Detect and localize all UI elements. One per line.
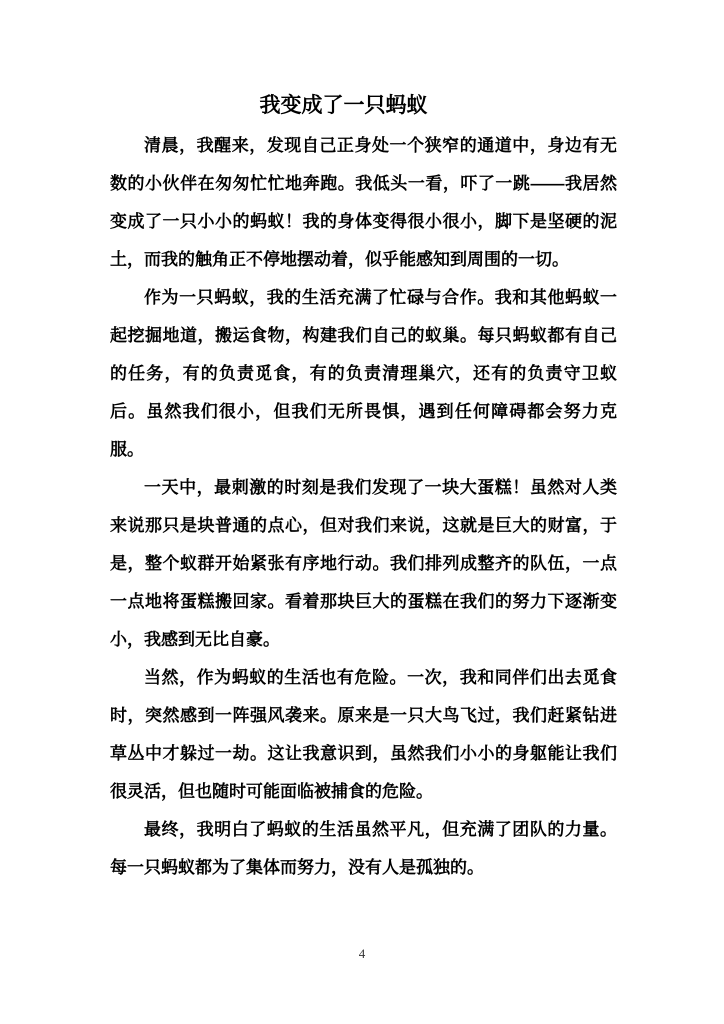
page-number-footer: 4 [358,946,366,961]
paragraph: 最终，我明白了蚂蚁的生活虽然平凡，但充满了团队的力量。每一只蚂蚁都为了集体而努力，没有人是孤独的。 [110,820,617,877]
document-content [110,91,617,887]
document-title: 我变成了一只蚂蚁 [259,94,428,117]
paragraph: 一天中，最刺激的时刻是我们发现了一块大蛋糕！虽然对人类来说那只是块普通的点心，但对我们来说，这就是巨大的财富，于是，整个蚁群开始紧张有序地行动。我们排列成整齐的队伍，一点一点地将蛋糕搬回家。看着那块巨大的蛋糕在我们的努力下逐渐变小，我感到无比自豪。 [110,478,617,649]
paragraph: 清晨，我醒来，发现自己正身处一个狭窄的通道中，身边有无数的小伙伴在匆匆忙忙地奔跑。我低头一看，吓了一跳——我居然变成了一只小小的蚂蚁！我的身体变得很小很小，脚下是坚硬的泥土，而我的触角正不停地摆动着，似乎能感知到周围的一切。 [110,136,617,269]
paragraph: 作为一只蚂蚁，我的生活充满了忙碌与合作。我和其他蚂蚁一起挖掘地道，搬运食物，构建我们自己的蚁巢。每只蚂蚁都有自己的任务，有的负责觅食，有的负责清理巢穴，还有的负责守卫蚁后。虽然我们很小，但我们无所畏惧，遇到任何障碍都会努力克服。 [110,288,617,459]
document-body [110,127,617,887]
paragraph: 当然，作为蚂蚁的生活也有危险。一次，我和同伴们出去觅食时，突然感到一阵强风袭来。原来是一只大鸟飞过，我们赶紧钻进草丛中才躲过一劫。这让我意识到，虽然我们小小的身躯能让我们很灵活，但也随时可能面临被捕食的危险。 [110,668,617,801]
